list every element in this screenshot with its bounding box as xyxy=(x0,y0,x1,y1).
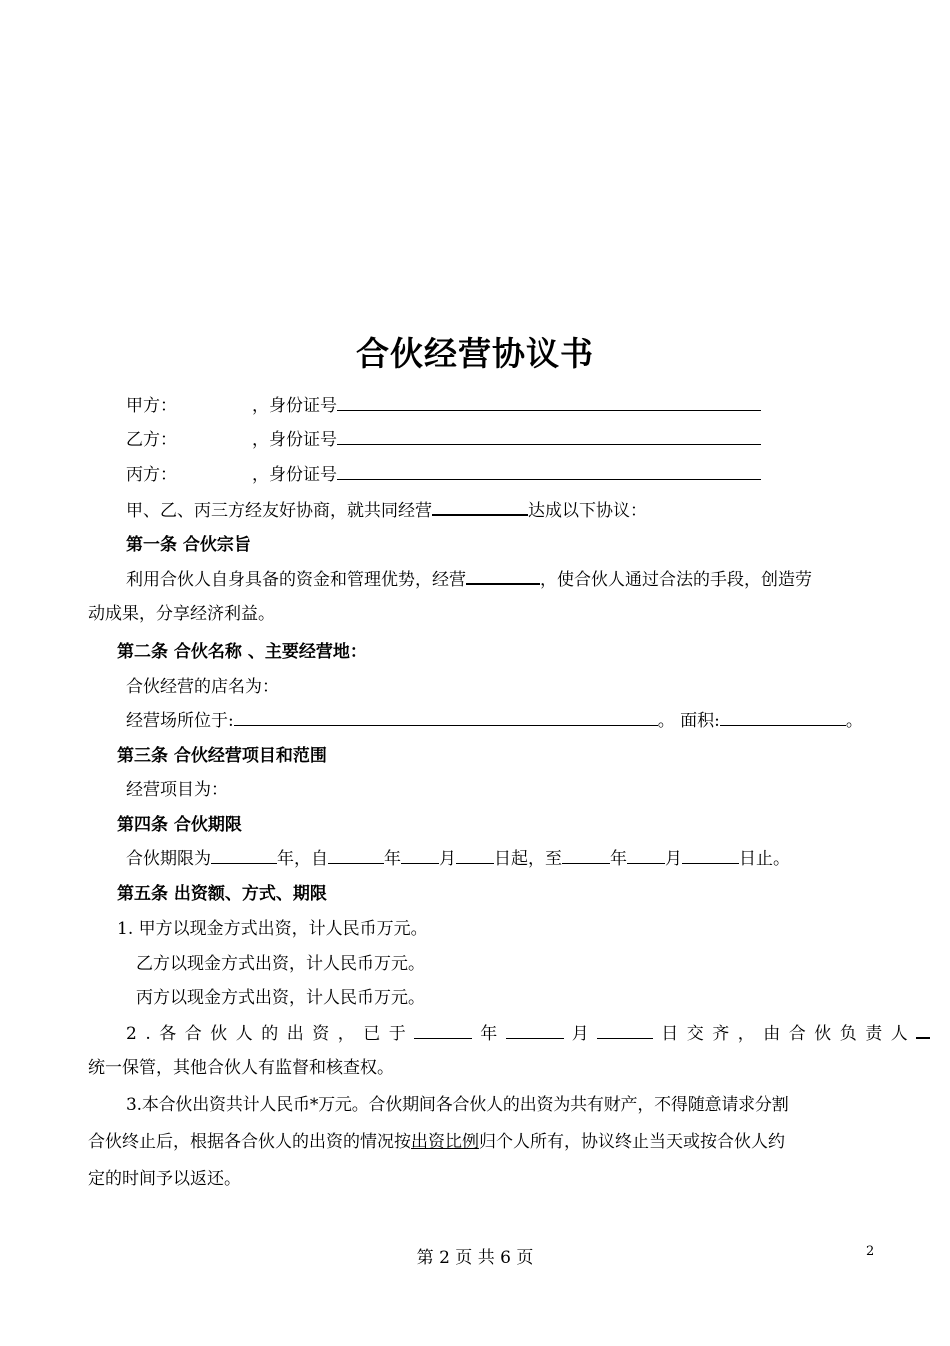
term-text-2: 年，自 xyxy=(277,849,328,869)
article-5-heading: 第五条 出资额、方式、期限 xyxy=(117,884,327,904)
party-b-line xyxy=(126,429,761,451)
article-1-line-1 xyxy=(126,568,812,591)
location-blank xyxy=(234,710,658,726)
article-2-heading: 第二条 合伙名称 、主要经营地： xyxy=(117,642,367,662)
party-c-label: 丙方： xyxy=(126,465,177,485)
party-c-id-label: ，身份证号 xyxy=(252,465,337,485)
term-text-1: 合伙期限为 xyxy=(126,849,211,869)
area-end: 。 xyxy=(845,711,863,731)
start-month-blank xyxy=(401,848,439,864)
para-2-text-b: 年 xyxy=(480,1024,506,1044)
manager-blank xyxy=(916,1022,930,1039)
intro-business-blank xyxy=(432,499,528,516)
article-5-para-1b: 乙方以现金方式出资，计人民币万元。 xyxy=(136,954,425,974)
location-label: 经营场所位于: xyxy=(126,711,234,731)
document-title: 合伙经营协议书 xyxy=(356,334,594,373)
article-4-term-line xyxy=(126,848,790,870)
para-2-text-c: 月 xyxy=(571,1024,598,1044)
end-year-blank xyxy=(562,848,610,864)
article-5-para-3-line-2 xyxy=(88,1131,785,1153)
article-5-para-2-cont: 统一保管，其他合伙人有监督和核查权。 xyxy=(88,1058,394,1078)
article-3-items: 经营项目为： xyxy=(126,780,228,800)
para-3-text-pre: 合伙终止后，根据各合伙人的出资的情况按 xyxy=(88,1132,411,1152)
article-1-text-post: ，使合伙人通过合法的手段，创造劳 xyxy=(540,570,812,590)
article-1-text-pre: 利用合伙人自身具备的资金和管理优势，经营 xyxy=(126,570,466,590)
capital-ratio-underlined: 出资比例 xyxy=(411,1132,479,1152)
start-year-blank xyxy=(328,848,384,864)
party-a-id-blank xyxy=(337,395,761,411)
paid-year-blank xyxy=(414,1023,472,1039)
para-2-text-a: 2.各合伙人的出资，已于 xyxy=(126,1024,415,1044)
intro-text-post: 达成以下协议： xyxy=(528,501,647,521)
page-number: 2 xyxy=(866,1244,875,1259)
party-b-id-blank xyxy=(337,429,761,445)
term-text-5: 日起，至 xyxy=(494,849,562,869)
para-3-text-post: 归个人所有，协议终止当天或按合伙人约 xyxy=(479,1132,785,1152)
term-text-3: 年 xyxy=(384,849,401,869)
article-1-heading: 第一条 合伙宗旨 xyxy=(126,535,251,555)
article-2-location-line xyxy=(126,710,863,732)
article-2-shop-name: 合伙经营的店名为： xyxy=(126,677,279,697)
party-a-id-label: ，身份证号 xyxy=(252,396,337,416)
party-a-line xyxy=(126,395,761,417)
para-2-text-d: 日交齐，由合伙负责人 xyxy=(661,1024,917,1044)
article-5-para-3-line-1: 3.本合伙出资共计人民币*万元。合伙期间各合伙人的出资为共有财产，不得随意请求分割 xyxy=(126,1095,789,1115)
article-5-para-2 xyxy=(126,1022,930,1045)
start-day-blank xyxy=(456,848,494,864)
page-footer: 第 2 页 共 6 页 xyxy=(416,1248,534,1268)
article-3-heading: 第三条 合伙经营项目和范围 xyxy=(117,746,327,766)
article-5-para-3-line-3: 定的时间予以返还。 xyxy=(88,1169,241,1189)
article-1-business-blank xyxy=(466,568,540,585)
term-text-7: 月 xyxy=(665,849,682,869)
paid-month-blank xyxy=(506,1023,564,1039)
term-years-blank xyxy=(211,848,277,864)
party-b-id-label: ，身份证号 xyxy=(252,430,337,450)
term-text-4: 月 xyxy=(439,849,456,869)
article-5-para-1: 1. 甲方以现金方式出资，计人民币万元。 xyxy=(117,919,428,939)
party-c-id-blank xyxy=(337,464,761,480)
end-month-blank xyxy=(627,848,665,864)
paid-day-blank xyxy=(597,1023,653,1039)
term-text-6: 年 xyxy=(610,849,627,869)
article-1-line-2: 动成果，分享经济利益。 xyxy=(88,604,275,624)
article-5-para-1c: 丙方以现金方式出资，计人民币万元。 xyxy=(136,988,425,1008)
intro-line xyxy=(126,499,647,522)
party-a-label: 甲方： xyxy=(126,396,177,416)
area-blank xyxy=(720,710,846,726)
end-day-blank xyxy=(682,848,739,864)
party-c-line xyxy=(126,464,761,486)
party-b-label: 乙方： xyxy=(126,430,177,450)
intro-text-pre: 甲、乙、丙三方经友好协商，就共同经营 xyxy=(126,501,432,521)
article-4-heading: 第四条 合伙期限 xyxy=(117,815,242,835)
area-label: 。 面积: xyxy=(657,711,720,731)
term-text-8: 日止。 xyxy=(739,849,790,869)
